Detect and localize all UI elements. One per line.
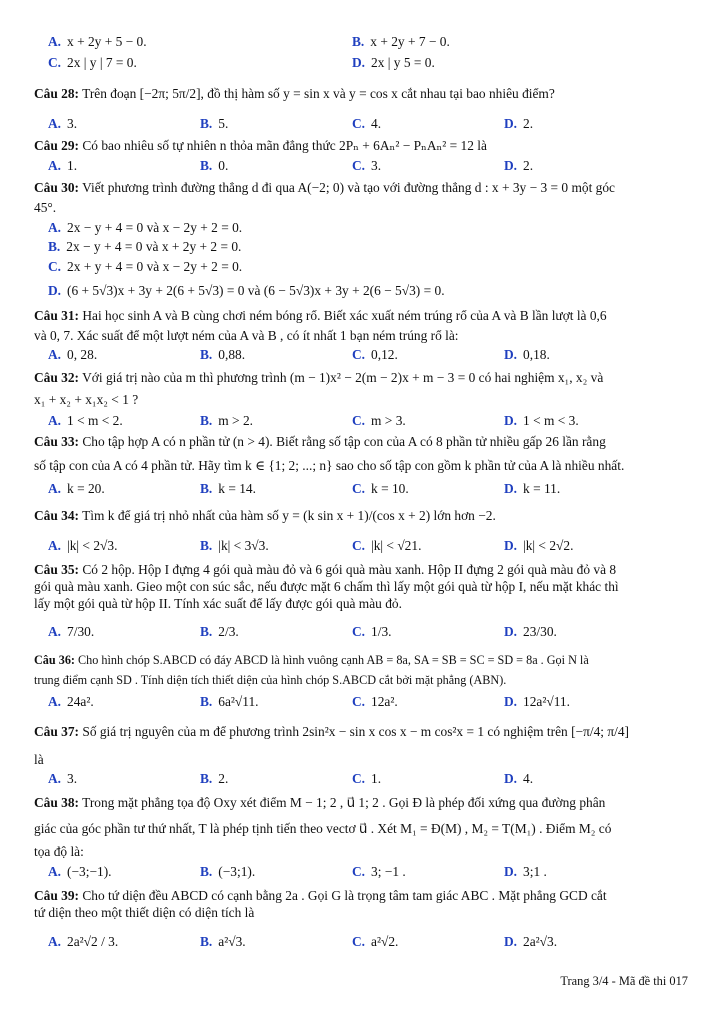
question-33-text: Câu 33: Cho tập hợp A có n phần tử (n > 4). Biết rằng số tập con của A có 8 phần tử nhiều gấp 26 lần rằng — [34, 434, 606, 449]
q33-option-d: D. k = 11. — [504, 481, 561, 496]
top-option-b: B. x + 2y + 7 − 0. — [352, 34, 450, 49]
question-32-text: Câu 32: Với giá trị nào của m thì phương trình (m − 1)x² − 2(m − 2)x + m − 3 = 0 có hai nghiệm x₁, x₂ và — [34, 370, 604, 385]
question-31-text: Câu 31: Hai học sinh A và B cùng chơi ném bóng rổ. Biết xác xuất ném trúng rổ của A và B lần lượt là 0,6 — [34, 308, 607, 323]
q30-option-a: A. 2x − y + 4 = 0 và x − 2y + 2 = 0. — [48, 220, 243, 235]
question-30-text-2: 45°. — [34, 200, 57, 215]
question-33-text-2: số tập con của A có 4 phần tử. Hãy tìm k ∈ {1; 2; ...; n} sao cho số tập con gồm k phần tử của A là nhiều nhất. — [34, 458, 625, 473]
question-38-text-3: tọa độ là: — [34, 844, 84, 859]
q37-option-b: B. 2. — [200, 771, 229, 786]
q28-option-c: C. 4. — [352, 116, 382, 131]
q38-option-a: A. (−3;−1). — [48, 864, 112, 879]
q35-option-c: C. 1/3. — [352, 624, 392, 639]
question-39-text-2: tứ diện theo một thiết diện có diện tích là — [34, 905, 255, 920]
question-30-text: Câu 30: Viết phương trình đường thẳng d đi qua A(−2; 0) và tạo với đường thẳng d : x + 3y − 3 = 0 một góc — [34, 180, 615, 195]
q36-option-b: B. 6a²√11. — [200, 694, 259, 709]
q30-option-c: C. 2x + y + 4 = 0 và x − 2y + 2 = 0. — [48, 259, 243, 274]
q32-option-c: C. m > 3. — [352, 413, 406, 428]
top-option-a: A. x + 2y + 5 − 0. — [48, 34, 147, 49]
q28-option-d: D. 2. — [504, 116, 534, 131]
q33-option-b: B. k = 14. — [200, 481, 256, 496]
q29-option-d: D. 2. — [504, 158, 534, 173]
q39-option-c: C. a²√2. — [352, 934, 399, 949]
q35-option-d: D. 23/30. — [504, 624, 557, 639]
q39-option-d: D. 2a²√3. — [504, 934, 558, 949]
q31-option-d: D. 0,18. — [504, 347, 550, 362]
q38-option-b: B. (−3;1). — [200, 864, 256, 879]
q31-option-b: B. 0,88. — [200, 347, 246, 362]
q29-option-c: C. 3. — [352, 158, 382, 173]
q37-option-c: C. 1. — [352, 771, 382, 786]
question-35-text: Câu 35: Có 2 hộp. Hộp I đựng 4 gói quà màu đỏ và 6 gói quà màu xanh. Hộp II đựng 2 gói quà màu đỏ và 8 — [34, 562, 617, 577]
question-34-text: Câu 34: Tìm k để giá trị nhỏ nhất của hàm số y = (k sin x + 1)/(cos x + 2) lớn hơn −2. — [34, 508, 496, 523]
page-footer: Trang 3/4 - Mã đề thi 017 — [560, 974, 688, 988]
q29-option-b: B. 0. — [200, 158, 229, 173]
question-37-text: Câu 37: Số giá trị nguyên của m để phương trình 2sin²x − sin x cos x − m cos²x = 1 có nghiệm trên [−π/4; π/4] — [34, 724, 629, 739]
q34-option-a: A. |k| < 2√3. — [48, 538, 118, 553]
q30-option-d: D. (6 + 5√3)x + 3y + 2(6 + 5√3) = 0 và (6 − 5√3)x + 3y + 2(6 − 5√3) = 0. — [48, 283, 445, 298]
q35-option-b: B. 2/3. — [200, 624, 239, 639]
q38-option-c: C. 3; −1 . — [352, 864, 406, 879]
question-35-text-2: gói quà màu xanh. Gieo một con súc sắc, nếu được mặt 6 chấm thì lấy một gói quà từ hộp I, nếu mặt khác thì — [34, 579, 619, 594]
question-37-text-2: là — [34, 752, 44, 767]
q37-option-d: D. 4. — [504, 771, 534, 786]
question-32-text-2: x₁ + x₂ + x₁x₂ < 1 ? — [34, 392, 139, 407]
q28-option-a: A. 3. — [48, 116, 78, 131]
question-29-text: Câu 29: Có bao nhiêu số tự nhiên n thỏa mãn đẳng thức 2Pₙ + 6Aₙ² − PₙAₙ² = 12 là — [34, 138, 487, 153]
q34-option-c: C. |k| < √21. — [352, 538, 422, 553]
q30-option-b: B. 2x − y + 4 = 0 và x + 2y + 2 = 0. — [48, 239, 242, 254]
q31-option-c: C. 0,12. — [352, 347, 398, 362]
q28-option-b: B. 5. — [200, 116, 229, 131]
q36-option-d: D. 12a²√11. — [504, 694, 570, 709]
q32-option-d: D. 1 < m < 3. — [504, 413, 579, 428]
q32-option-a: A. 1 < m < 2. — [48, 413, 123, 428]
q34-option-d: D. |k| < 2√2. — [504, 538, 574, 553]
top-option-c: C. 2x | y | 7 = 0. — [48, 55, 137, 70]
q39-option-a: A. 2a²√2 / 3. — [48, 934, 119, 949]
q38-option-d: D. 3;1 . — [504, 864, 547, 879]
question-39-text: Câu 39: Cho tứ diện đều ABCD có cạnh bằng 2a . Gọi G là trọng tâm tam giác ABC . Mặt phẳng GCD cắt — [34, 888, 607, 903]
q34-option-b: B. |k| < 3√3. — [200, 538, 269, 553]
q35-option-a: A. 7/30. — [48, 624, 95, 639]
q39-option-b: B. a²√3. — [200, 934, 246, 949]
q36-option-c: C. 12a². — [352, 694, 398, 709]
top-option-d: D. 2x | y 5 = 0. — [352, 55, 435, 70]
question-28-text: Câu 28: Trên đoạn [−2π; 5π/2], đồ thị hàm số y = sin x và y = cos x cắt nhau tại bao nhiêu điểm? — [34, 86, 555, 101]
question-35-text-3: lấy một gói quà từ hộp II. Tính xác suất để lấy được gói quà màu đỏ. — [34, 596, 402, 611]
q32-option-b: B. m > 2. — [200, 413, 253, 428]
question-36-text-2: trung điểm cạnh SD . Tính diện tích thiết diện của hình chóp S.ABCD cắt bởi mặt phẳng (ABN). — [34, 673, 507, 687]
q33-option-a: A. k = 20. — [48, 481, 105, 496]
question-36-text: Câu 36: Cho hình chóp S.ABCD có đáy ABCD là hình vuông cạnh AB = 8a, SA = SB = SC = SD = 8a . Gọi N là — [34, 653, 589, 667]
question-38-text: Câu 38: Trong mặt phẳng tọa độ Oxy xét điểm M − 1; 2 , u⃗ 1; 2 . Gọi Đ là phép đối xứng qua đường phân — [34, 795, 606, 810]
q33-option-c: C. k = 10. — [352, 481, 409, 496]
question-38-text-2: giác của góc phần tư thứ nhất, T là phép tịnh tiến theo vectơ u⃗ . Xét M₁ = Đ(M) , M₂ = T(M₁) . Điểm M₂ có — [34, 821, 612, 836]
q37-option-a: A. 3. — [48, 771, 78, 786]
q29-option-a: A. 1. — [48, 158, 78, 173]
question-31-text-2: và 0, 7. Xác suất để một lượt ném của A và B , có ít nhất 1 bạn ném trúng rổ là: — [34, 328, 459, 343]
q31-option-a: A. 0, 28. — [48, 347, 98, 362]
q36-option-a: A. 24a². — [48, 694, 94, 709]
